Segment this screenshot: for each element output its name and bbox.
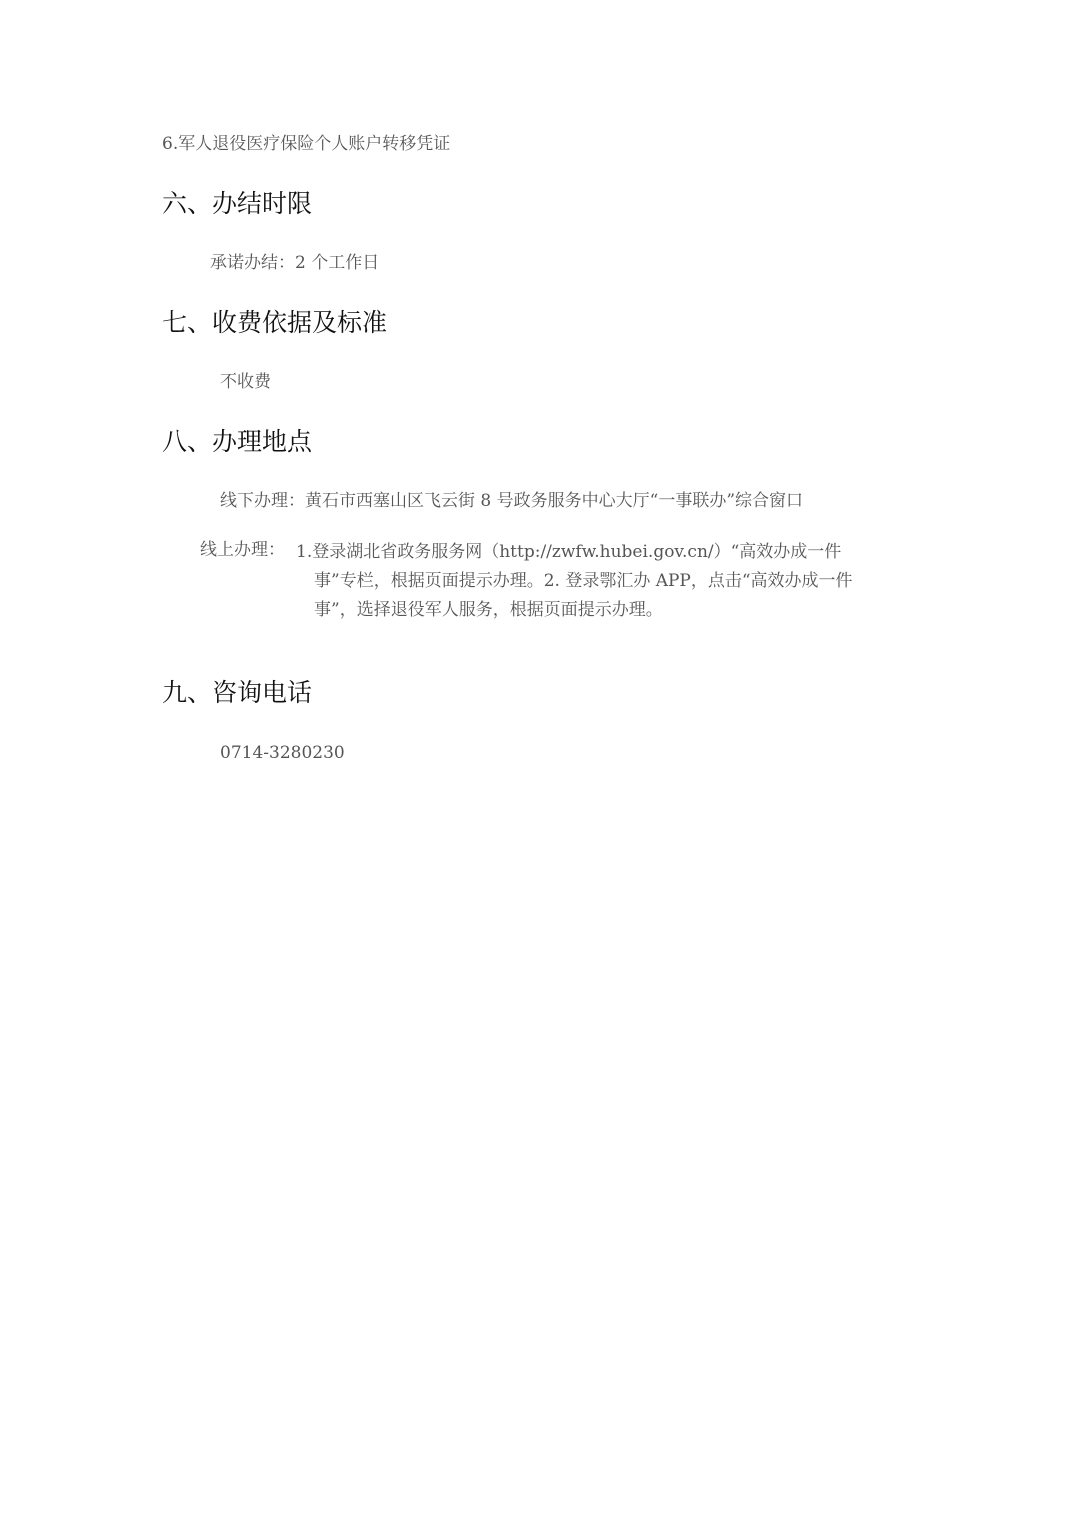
fees-text: 不收费 [220, 372, 271, 392]
online-location-line-1: 1.登录湖北省政务服务网（http://zwfw.hubei.gov.cn/）“高效办成一件 [296, 542, 842, 562]
online-location-label: 线上办理： [200, 540, 285, 560]
section-heading-location: 八、办理地点 [162, 427, 313, 456]
offline-location-text: 线下办理：黄石市西塞山区飞云街 8 号政务服务中心大厅“一事联办”综合窗口 [220, 491, 804, 511]
online-location-line-3: 事”，选择退役军人服务，根据页面提示办理。 [314, 600, 663, 620]
processing-time-text: 承诺办结：2 个工作日 [210, 253, 380, 273]
online-location-text [296, 538, 916, 625]
consultation-phone-number: 0714-3280230 [220, 743, 345, 763]
section-heading-consultation-phone: 九、咨询电话 [162, 678, 313, 707]
section-heading-processing-time: 六、办结时限 [162, 189, 313, 218]
material-item-6: 6.军人退役医疗保险个人账户转移凭证 [162, 134, 451, 154]
online-location-line-2: 事”专栏，根据页面提示办理。2. 登录鄂汇办 APP，点击“高效办成一件 [314, 571, 853, 591]
section-heading-fees: 七、收费依据及标准 [162, 308, 388, 337]
